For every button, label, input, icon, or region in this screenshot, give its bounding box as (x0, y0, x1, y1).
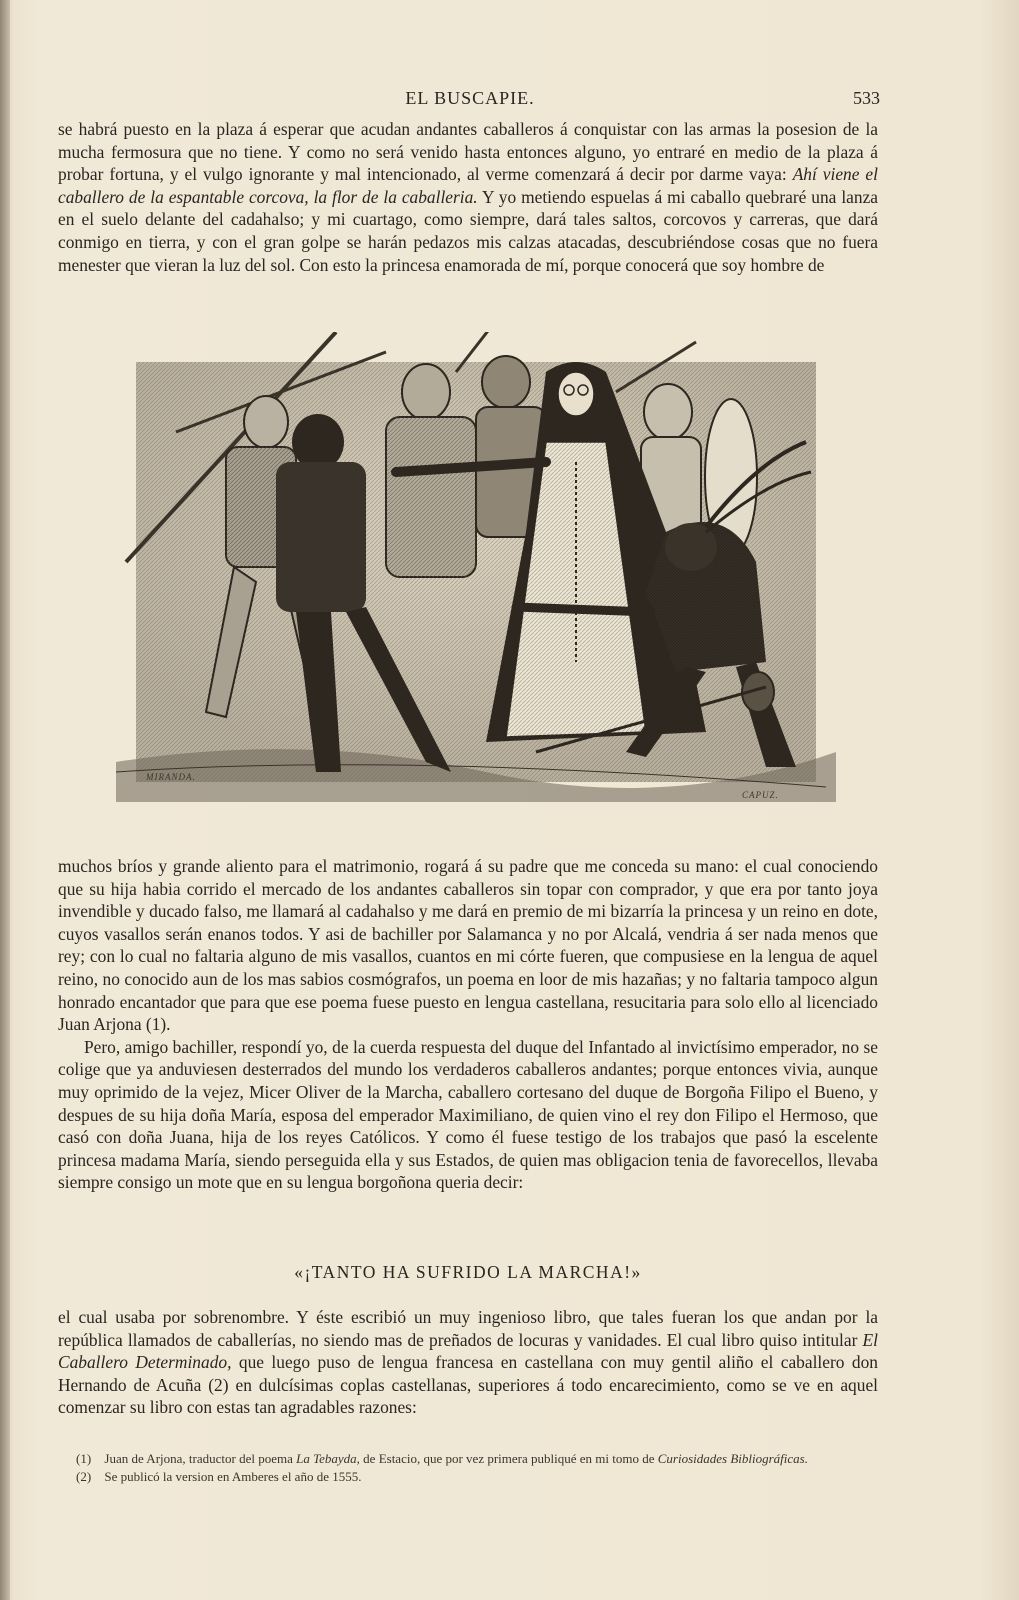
footnote-1-text-mid: de Estacio, que por vez primera publiqué en mi tomo de (363, 1451, 655, 1466)
motto: «¡TANTO HA SUFRIDO LA MARCHA!» (294, 1262, 642, 1282)
paragraph-bottom-italic: El Caballero Determinado, (58, 1329, 878, 1373)
knights-and-nun-engraving (106, 332, 840, 812)
page-number: 533 (853, 88, 880, 108)
footnote-1-text: Juan de Arjona, traductor del poema (104, 1451, 293, 1466)
footnote-2-mark: (2) (76, 1469, 92, 1484)
paragraph-bottom (58, 1306, 878, 1419)
paragraph-top-text: se habrá puesto en la plaza á esperar que acudan andantes caballeros á conquistar con las armas la posesion de la mucha fermosura que no tiene. Y como no será venido hasta entonces alguno, yo entraré en medio de la plaza á probar fortuna, y el vulgo ignorante y mal intencionado, al verme comenzará á decir por darme vaya: (58, 119, 878, 185)
text-block-middle (58, 855, 878, 1194)
engraving-illustration (106, 332, 840, 812)
paragraph-pero: Pero, amigo bachiller, respondí yo, de la cuerda respuesta del duque del Infantado al invictísimo emperador, no se colige que ya anduviesen desterrados del mundo los verdaderos caballeros andantes; porque entonces vivia, aunque muy oprimido de la vejez, Micer Oliver de la Marcha, caballero cortesano del duque de Borgoña Filipo el Bueno, y despues de su hija doña María, esposa del emperador Maximiliano, de quien vino el rey don Filipo el Hermoso, que casó con doña Juana, hija de los reyes Católicos. Y como él fuese testigo de los trabajos que pasó la escelente princesa madama María, siendo perseguida ella y sus Estados, de quien mas obligacion tenia de favorecellos, llevaba siempre consigo un mote que en su lengua borgoñona queria decir: (58, 1036, 878, 1193)
paragraph-top-italic: Ahí viene el caballero de la espantable corcova, la flor de la caballeria. (58, 164, 878, 207)
paragraph-top (58, 118, 878, 276)
artist-signature: MIRANDA. (146, 772, 196, 782)
paragraph-bottom-end: que luego puso de lengua francesa en castellana con muy gentil aliño el caballero don Hernando de Acuña (2) en dulcísimas coplas castellanas, superiores á todo encarecimiento, como se ve en aquel comenzar su libro con estas tan agradables razones: (58, 1352, 878, 1418)
paragraph-middle: muchos bríos y grande aliento para el matrimonio, rogará á su padre que me conceda su mano: el cual conociendo que su hija habia corrido el mercado de los andantes caballeros sin topar con comprador, y que era por tanto joya invendible y ducado falso, me llamará al cadahalso y me dará en premio de mi bizarría la princesa y un reino en dote, cuyos vasallos serán enanos todos. Y asi de bachiller por Salamanca y no por Alcalá, vendria á ser nada menos que rey; con lo cual no faltaria alguno de mis vasallos, cuantos en mi córte fueren, que compusiese en la lengua de aquel reino, no conocido aun de los mas sabios cosmógrafos, un poema en loor de mis hazañas; y no faltaria tampoco algun honrado encantador que para que ese poema fuese puesto en lengua castellana, resucitaria para solo ello al licenciado Juan Arjona (1). (58, 856, 878, 1035)
footnote-1-italic: La Tebayda, (296, 1451, 360, 1466)
text-block-top (58, 118, 878, 276)
engraver-signature: CAPUZ. (742, 790, 779, 800)
footnote-2-text: Se publicó la version en Amberes el año de 1555. (104, 1469, 362, 1484)
footnote-1 (60, 1450, 880, 1468)
footnotes (60, 1450, 880, 1486)
page-header (60, 88, 880, 112)
footnote-2 (60, 1468, 880, 1486)
running-head: EL BUSCAPIE. (405, 88, 535, 108)
paragraph-bottom-text: el cual usaba por sobrenombre. Y éste escribió un muy ingenioso libro, que tales fueran los que andan por la república llamados de caballerías, no siendo mas de preñados de locuras y vanidades. El cual libro quiso intitular (58, 1307, 878, 1350)
footnote-1-mark: (1) (76, 1451, 92, 1466)
page-binding-edge (0, 0, 10, 1600)
paragraph-top-end: Y yo metiendo espuelas á mi caballo quebraré una lanza en el suelo delante del cadahalso; y mi cuartago, como siempre, dará tales saltos, corcovos y carreras, que dará conmigo en tierra, y con el gran golpe se harán pedazos mis calzas atacadas, descubriéndose cosas que no fuera menester que vieran la luz del sol. Con esto la princesa enamorada de mí, porque conocerá que soy hombre de (58, 186, 879, 275)
text-block-bottom (58, 1306, 878, 1419)
footnote-1-italic-2: Curiosidades Bibliográficas. (657, 1451, 808, 1466)
